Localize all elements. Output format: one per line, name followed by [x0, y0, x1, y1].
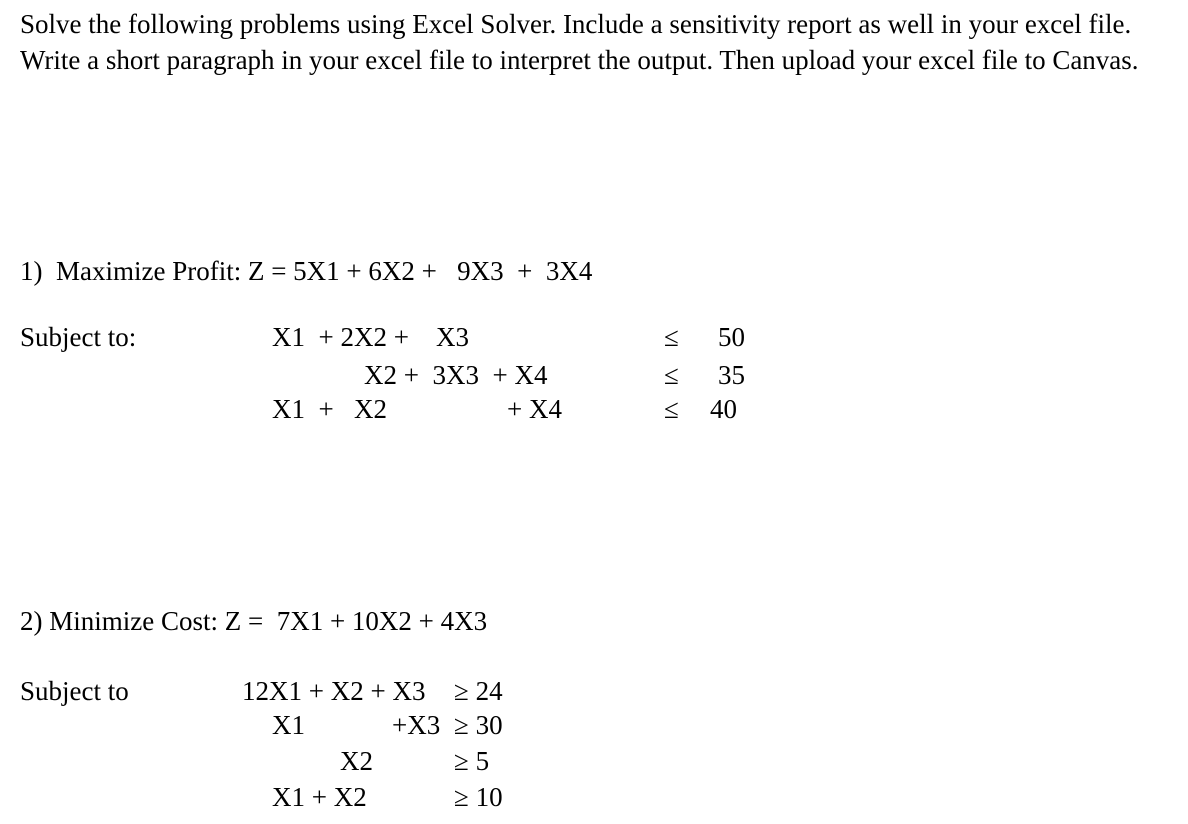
problem2-constraint-2-rel: ≥ 30: [454, 710, 503, 740]
problem2-constraint-3-rel: ≥ 5: [454, 746, 490, 776]
problem1-constraint-1-lhs: X1 + 2X2 + X3: [272, 322, 469, 352]
problem1-constraint-3-lhs: X1 + X2: [272, 394, 387, 424]
problem1-constraint-2-lhs: X2 + 3X3 + X4: [364, 360, 548, 390]
problem1-constraint-1-sign: ≤: [664, 322, 679, 352]
problem1-objective: 1) Maximize Profit: Z = 5X1 + 6X2 + 9X3 + 3X4: [20, 256, 593, 286]
problem2-constraint-4-lhs: X1 + X2: [272, 782, 367, 812]
problem1-constraint-3-rhs: 40: [710, 394, 737, 424]
problem2-constraint-4-rel: ≥ 10: [454, 782, 503, 812]
problem1-constraint-1-rhs: 50: [718, 322, 745, 352]
problem1-constraint-2-rhs: 35: [718, 360, 745, 390]
problem2-constraint-3-lhs: X2: [340, 746, 373, 776]
problem1-constraint-2-sign: ≤: [664, 360, 679, 390]
problem2-constraint-2-lhs: X1: [272, 710, 305, 740]
instructions-paragraph: Solve the following problems using Excel Solver. Include a sensitivity report as well in your excel file. Write a short paragraph in your excel file to interpret the output. Then upload your excel file to Canvas.: [20, 9, 1139, 75]
problem2-subject-to-label: Subject to: [20, 676, 129, 706]
problem2-constraint-2-lhs-x3: +X3: [392, 710, 441, 740]
problem1-constraint-3-sign: ≤: [664, 394, 679, 424]
problem2-constraint-1-lhs: 12X1 + X2 + X3: [242, 676, 426, 706]
problem2-constraint-1-rel: ≥ 24: [454, 676, 503, 706]
problem1-constraint-3-lhs-x4: + X4: [507, 394, 562, 424]
problem1-subject-to-label: Subject to:: [20, 322, 137, 352]
problem2-objective: 2) Minimize Cost: Z = 7X1 + 10X2 + 4X3: [20, 606, 488, 636]
